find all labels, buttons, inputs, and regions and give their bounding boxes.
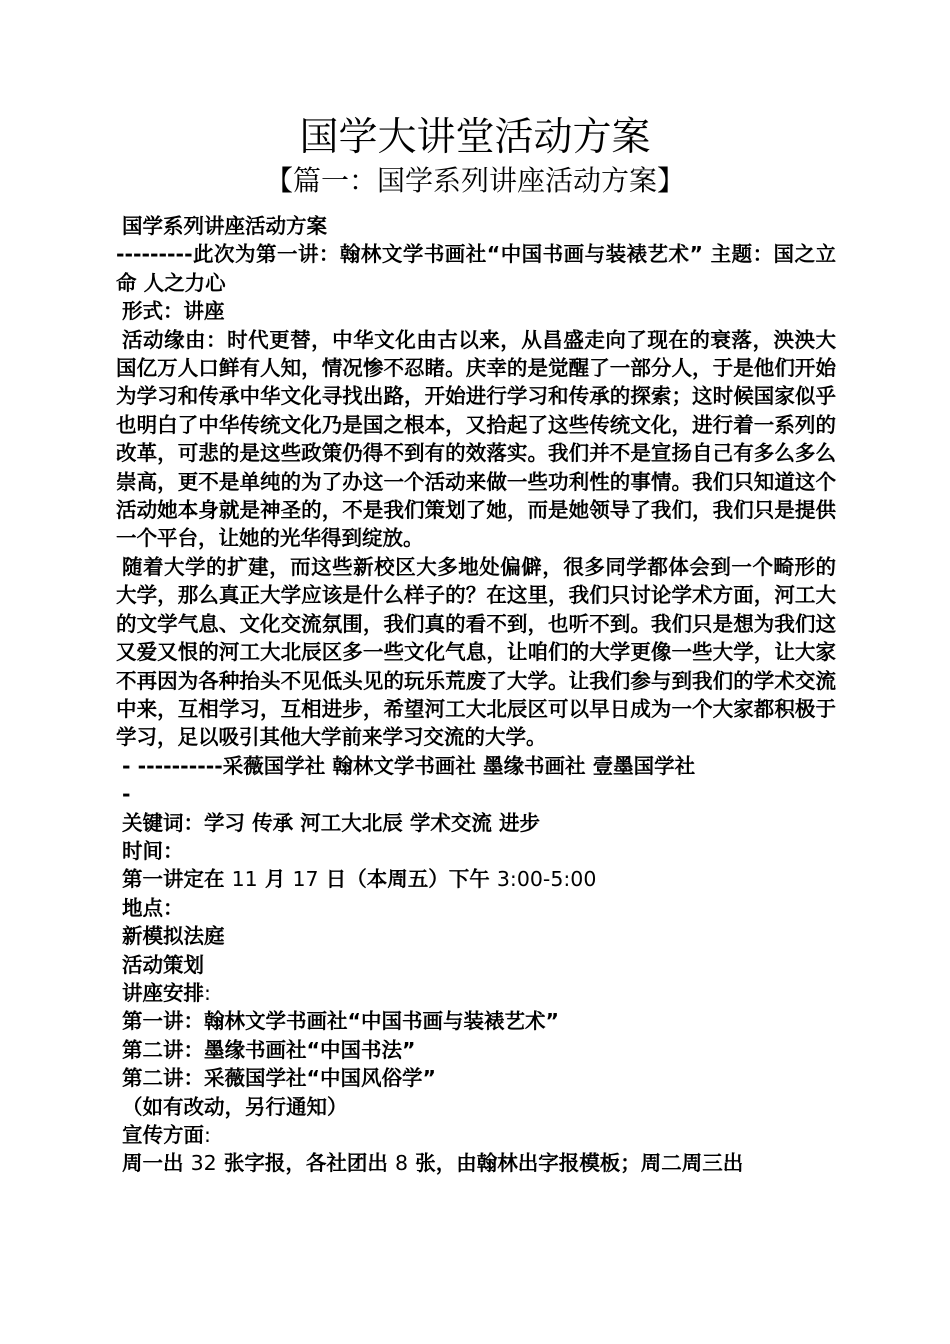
- reason-paragraph: 活动缘由：时代更替，中华文化由古以来，从昌盛走向了现在的衰落，泱泱大国亿万人口鲜有人知，情况惨不忍睹。庆幸的是觉醒了一部分人，于是他们开始为学习和传承中华文化寻找出路，开始进行学习和传承的探索；这时候国家似乎也明白了中华传统文化乃是国之根本，又拾起了这些传统文化，进行着一系列的改革，可悲的是这些政策仍得不到有的效落实。我们并不是宣扬自己有多么多么崇高，更不是单纯的为了办这一个活动来做一些功利性的事情。我们只知道这个活动她本身就是神圣的，不是我们策划了她，而是她领导了我们，我们只是提供一个平台，让她的光华得到绽放。: [116, 327, 836, 551]
- publicity-text-b: 张字报，各社团出: [216, 1151, 396, 1176]
- document-title: 国学大讲堂活动方案: [299, 115, 651, 160]
- time-label: 时间：: [122, 838, 184, 863]
- schedule-colon: :: [204, 980, 211, 1005]
- planning-heading: 活动策划: [122, 952, 204, 977]
- publicity-colon: :: [204, 1123, 211, 1147]
- schedule-label-text: 讲座安排: [122, 980, 204, 1005]
- time-line: [116, 865, 836, 893]
- time-hours: 3:00-5:00: [496, 867, 597, 892]
- publicity-text-a: 周一出: [122, 1151, 191, 1176]
- expansion-paragraph: 随着大学的扩建，而这些新校区大多地处偏僻，很多同学都体会到一个畸形的大学，那么真正大学应该是什么样子的？在这里，我们只讨论学术方面，河工大的文学气息、文化交流氛围，我们真的看不到，也听不到。我们只是想为我们这又爱又恨的河工大北辰区多一些文化气息，让咱们的大学更像一些大学，让大家不再因为各种抬头不见低头见的玩乐荒废了大学。让我们参与到我们的学术交流中来，互相学习，互相进步，希望河工大北辰区可以早日成为一个大家都积极于学习，足以吸引其他大学前来学习交流的大学。: [116, 554, 836, 750]
- publicity-count-each: 8: [395, 1151, 409, 1176]
- place-label: 地点：: [122, 895, 184, 920]
- publicity-text-c: 张，由翰林出字报模板；周二周三出: [408, 1151, 744, 1176]
- time-text-a: 第一讲定在: [122, 867, 232, 892]
- schedule-label: [116, 979, 836, 1007]
- keywords-line: 关键词：学习 传承 河工大北辰 学术交流 进步: [122, 810, 541, 835]
- document-subtitle: 【篇一：国学系列讲座活动方案】: [264, 164, 685, 197]
- time-text-c: 日（本周五）下午: [318, 867, 497, 892]
- lecture-item-3: 第二讲：采薇国学社“中国风俗学”: [122, 1066, 436, 1091]
- place-value: 新模拟法庭: [122, 924, 225, 949]
- time-month: 11: [231, 867, 258, 892]
- organizers-line: - ----------采薇国学社 翰林文学书画社 墨缘书画社 壹墨国学社: [122, 753, 696, 778]
- publicity-label-text: 宣传方面: [122, 1123, 204, 1147]
- lecture-intro: ---------此次为第一讲：翰林文学书画社“中国书画与装裱艺术” 主题：国之立命 人之力心: [116, 242, 836, 295]
- change-note: （如有改动，另行通知）: [122, 1094, 348, 1119]
- time-text-b: 月: [257, 867, 293, 892]
- document-body: [116, 212, 836, 1178]
- lecture-item-1: 第一讲：翰林文学书画社“中国书画与装裱艺术”: [122, 1009, 559, 1034]
- form-line: 形式：讲座: [122, 299, 225, 324]
- publicity-label: [116, 1121, 836, 1149]
- time-day: 17: [292, 867, 319, 892]
- dash-line: -: [122, 782, 131, 807]
- publicity-count-total: 32: [190, 1151, 217, 1176]
- lecture-item-2: 第二讲：墨缘书画社“中国书法”: [122, 1037, 416, 1062]
- section-heading: 国学系列讲座活动方案: [122, 214, 327, 238]
- publicity-line: [116, 1149, 836, 1177]
